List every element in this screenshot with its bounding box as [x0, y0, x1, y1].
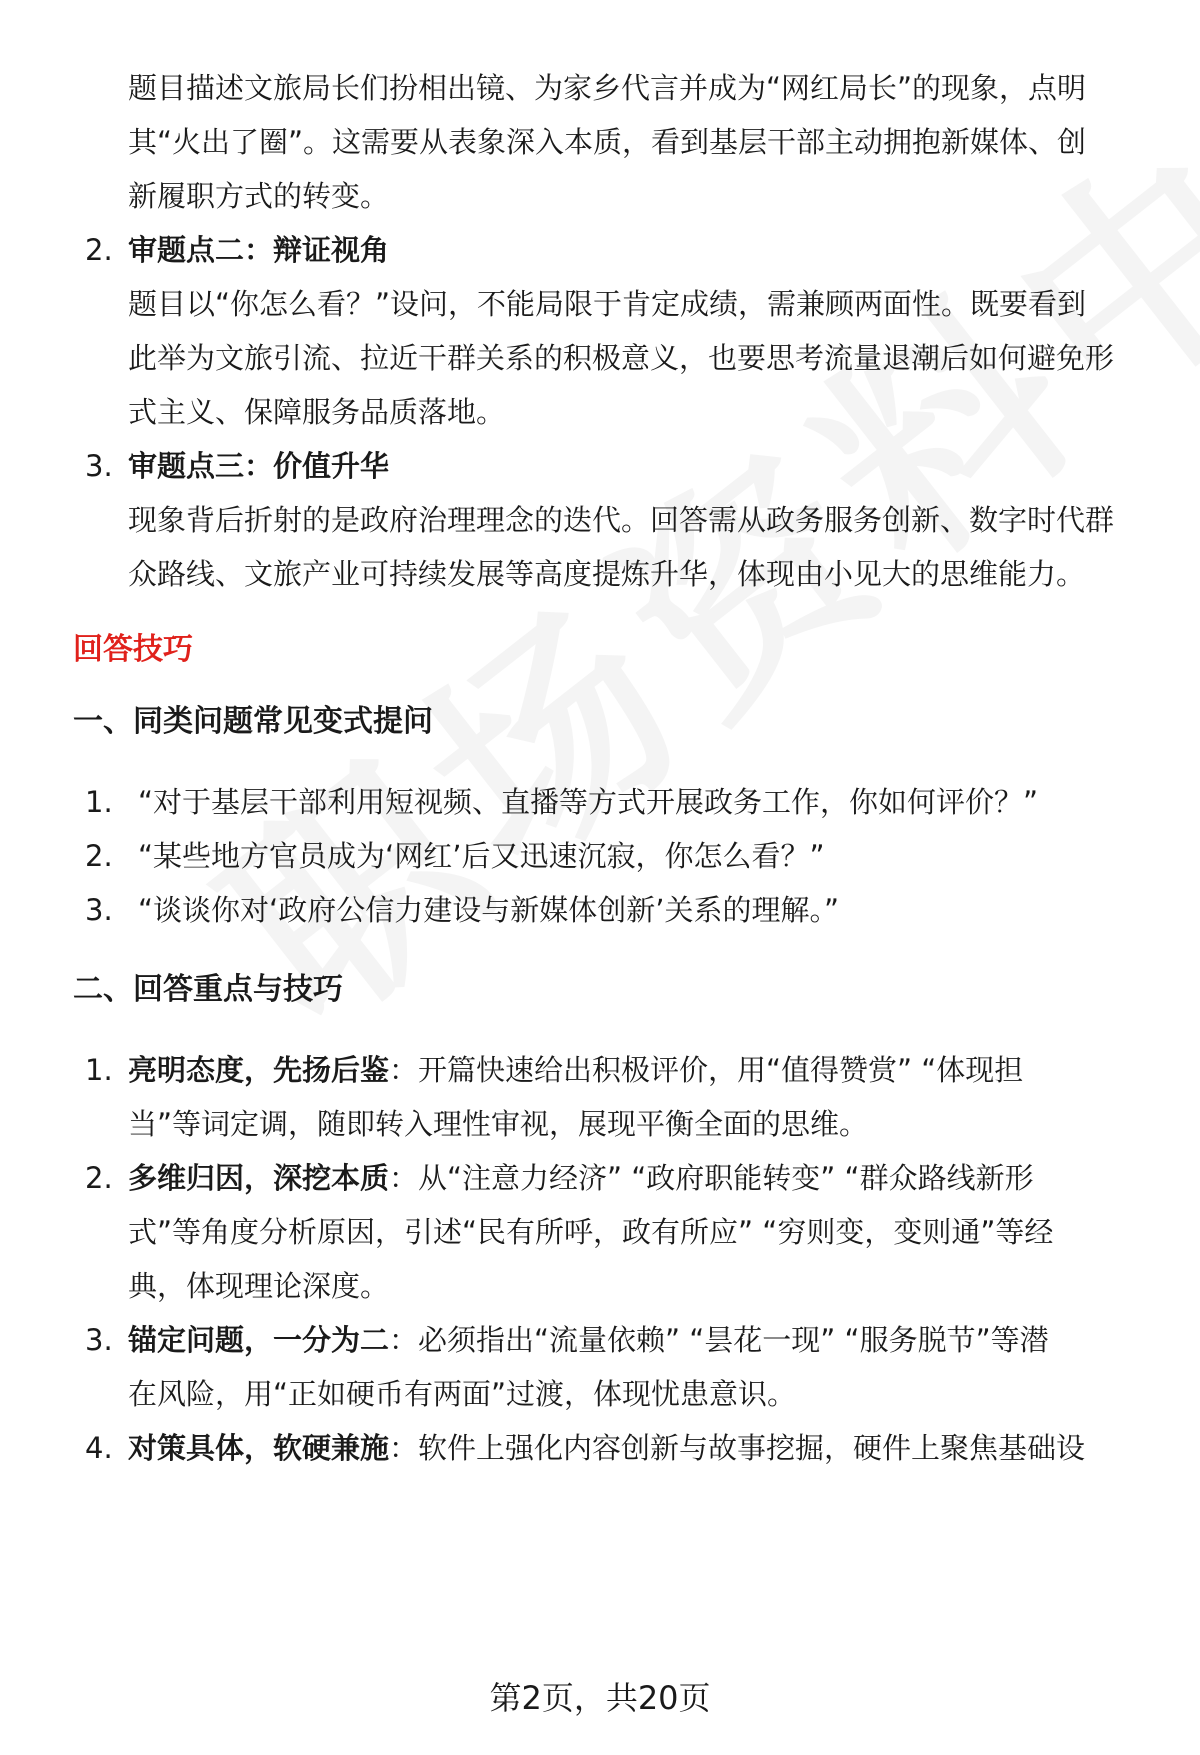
tip-2-title: 多维归因，深挖本质 — [128, 1161, 390, 1195]
tip-2-number: 2. — [85, 1161, 113, 1195]
tip-1-line-2: 当”等词定调，随即转入理性审视，展现平衡全面的思维。 — [128, 1107, 869, 1141]
tips-heading: 二、回答重点与技巧 — [73, 972, 343, 1007]
intro-line-2: 其“火出了圈”。这需要从表象深入本质，看到基层干部主动拥抱新媒体、创 — [128, 125, 1087, 159]
tip-4-title: 对策具体，软硬兼施 — [128, 1431, 390, 1465]
point-2-line-1: 题目以“你怎么看？”设问，不能局限于肯定成绩，需兼顾两面性。既要看到 — [128, 287, 1087, 321]
variant-1-number: 1. — [85, 785, 113, 819]
variant-2-number: 2. — [85, 839, 113, 873]
point-2-line-3: 式主义、保障服务品质落地。 — [128, 395, 506, 429]
tip-4-first-line — [128, 1428, 1085, 1468]
variant-3-text: “谈谈你对‘政府公信力建设与新媒体创新’关系的理解。” — [138, 893, 839, 927]
tip-1-number: 1. — [85, 1053, 113, 1087]
variants-heading: 一、同类问题常见变式提问 — [73, 704, 433, 739]
tip-2-first-line — [128, 1158, 1034, 1198]
tip-4-text: ：软件上强化内容创新与故事挖掘，硬件上聚焦基础设 — [389, 1431, 1086, 1465]
tip-3-title: 锚定问题，一分为二 — [128, 1323, 390, 1357]
tip-2-line-2: 式”等角度分析原因，引述“民有所呼，政有所应” “穷则变，变则通”等经 — [128, 1215, 1054, 1249]
section-title: 回答技巧 — [73, 632, 193, 667]
tip-2-text: ：从“注意力经济” “政府职能转变” “群众路线新形 — [389, 1161, 1034, 1195]
tip-1-title: 亮明态度，先扬后鉴 — [128, 1053, 390, 1087]
point-3-title: 审题点三：价值升华 — [128, 449, 390, 483]
intro-line-3: 新履职方式的转变。 — [128, 179, 390, 213]
tip-3-line-2: 在风险，用“正如硬币有两面”过渡，体现忧患意识。 — [128, 1377, 797, 1411]
tip-1-first-line — [128, 1050, 1023, 1090]
point-2-title: 审题点二：辩证视角 — [128, 233, 390, 267]
tip-3-text: ：必须指出“流量依赖” “昙花一现” “服务脱节”等潜 — [389, 1323, 1049, 1357]
variant-1-text: “对于基层干部利用短视频、直播等方式开展政务工作，你如何评价？” — [138, 785, 1039, 819]
page-footer: 第2页，共20页 — [489, 1679, 711, 1717]
tip-4-number: 4. — [85, 1431, 113, 1465]
intro-line-1: 题目描述文旅局长们扮相出镜、为家乡代言并成为“网红局长”的现象，点明 — [128, 71, 1087, 105]
tip-1-text: ：开篇快速给出积极评价，用“值得赞赏” “体现担 — [389, 1053, 1024, 1087]
point-2-line-2: 此举为文旅引流、拉近干群关系的积极意义，也要思考流量退潮后如何避免形 — [128, 341, 1115, 375]
point-3-number: 3. — [85, 449, 113, 483]
variant-3-number: 3. — [85, 893, 113, 927]
point-3-line-2: 众路线、文旅产业可持续发展等高度提炼升华，体现由小见大的思维能力。 — [128, 557, 1086, 591]
point-2-number: 2. — [85, 233, 113, 267]
tip-3-first-line — [128, 1320, 1049, 1360]
tip-2-line-3: 典，体现理论深度。 — [128, 1269, 390, 1303]
tip-3-number: 3. — [85, 1323, 113, 1357]
variant-2-text: “某些地方官员成为‘网红’后又迅速沉寂，你怎么看？” — [138, 839, 825, 873]
point-3-line-1: 现象背后折射的是政府治理理念的迭代。回答需从政务服务创新、数字时代群 — [128, 503, 1115, 537]
